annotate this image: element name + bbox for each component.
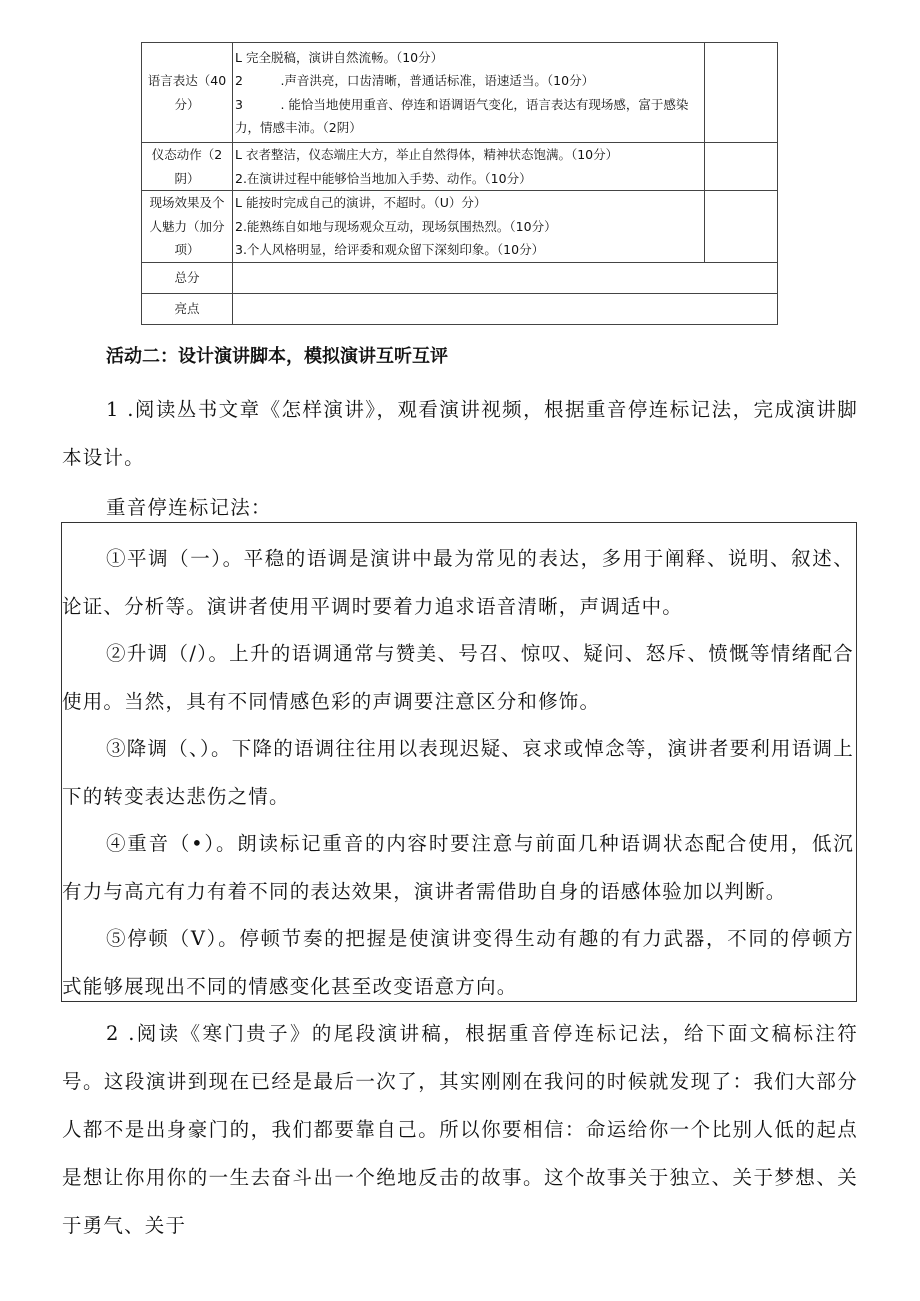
criterion-label: 语言表达（40分） <box>142 43 233 143</box>
scoring-table <box>141 42 778 325</box>
item: L 衣者整洁，仪态端庄大方，举止自然得体，精神状态饱满。（10分） <box>235 147 619 162</box>
score-cell <box>705 191 778 263</box>
section-title: 活动二：设计演讲脚本，模拟演讲互听互评 <box>106 346 448 367</box>
paragraph-1: 1 .阅读丛书文章《怎样演讲》，观看演讲视频，根据重音停连标记法，完成演讲脚本设计。 <box>62 398 858 469</box>
score-cell <box>705 43 778 143</box>
highlight-label: 亮点 <box>142 294 233 325</box>
criterion-label: 仪态动作（2阴） <box>142 143 233 191</box>
criterion-label: 现场效果及个人魅力（加分项） <box>142 191 233 263</box>
criterion-items <box>233 143 705 191</box>
item: 2.能熟练自如地与现场观众互动，现场氛围热烈。（10分） <box>235 218 557 234</box>
marks-title: 重音停连标记法： <box>106 496 272 519</box>
item: L 能按时完成自己的演讲，不超时。（U）分） <box>235 195 487 211</box>
criterion-items <box>233 191 705 263</box>
mark-item: ②升调（/）。上升的语调通常与赞美、号召、惊叹、疑问、怒斥、愤慨等情绪配合使用。当然，具有不同情感色彩的声调要注意区分和修饰。 <box>62 642 854 713</box>
total-label: 总分 <box>142 263 233 294</box>
table-row <box>142 263 778 294</box>
table-row <box>142 191 778 263</box>
table-row <box>142 143 778 191</box>
mark-item: ①平调（一）。平稳的语调是演讲中最为常见的表达，多用于阐释、说明、叙述、论证、分析等。演讲者使用平调时要着力追求语音清晰，声调适中。 <box>62 547 854 618</box>
paragraph-2: 2 .阅读《寒门贵子》的尾段演讲稿，根据重音停连标记法，给下面文稿标注符号。这段演讲到现在已经是最后一次了，其实刚刚在我问的时候就发现了：我们大部分人都不是出身豪门的，我们都要靠自己。所以你要相信：命运给你一个比别人低的起点是想让你用你的一生去奋斗出一个绝地反击的故事。这个故事关于独立、关于梦想、关于勇气、关于 <box>62 1022 858 1237</box>
criterion-items <box>233 43 705 143</box>
mark-item: ④重音（•）。朗读标记重音的内容时要注意与前面几种语调状态配合使用，低沉有力与高亢有力有着不同的表达效果，演讲者需借助自身的语感体验加以判断。 <box>62 832 854 903</box>
marks-box <box>61 522 857 1002</box>
mark-item: ③降调（、）。下降的语调往往用以表现迟疑、哀求或悼念等，演讲者要利用语调上下的转变表达悲伤之情。 <box>62 737 854 808</box>
item: 3 . 能恰当地使用重音、停连和语调语气变化，语言表达有现场感，富于感染力，情感丰沛。（2阴） <box>235 96 689 135</box>
item: L 完全脱稿，演讲自然流畅。（10分） <box>235 49 444 65</box>
total-cell <box>233 263 778 294</box>
item: 2 .声音洪亮，口齿清晰，普通话标准，语速适当。（10分） <box>235 73 595 88</box>
table-row <box>142 43 778 143</box>
item: 2.在演讲过程中能够恰当地加入手势、动作。（10分） <box>235 170 532 186</box>
mark-item: ⑤停顿（V）。停顿节奏的把握是使演讲变得生动有趣的有力武器，不同的停顿方式能够展现出不同的情感变化甚至改变语意方向。 <box>62 927 854 998</box>
score-cell <box>705 143 778 191</box>
table-row <box>142 294 778 325</box>
highlight-cell <box>233 294 778 325</box>
item: 3.个人风格明显，给评委和观众留下深刻印象。（10分） <box>235 242 545 258</box>
